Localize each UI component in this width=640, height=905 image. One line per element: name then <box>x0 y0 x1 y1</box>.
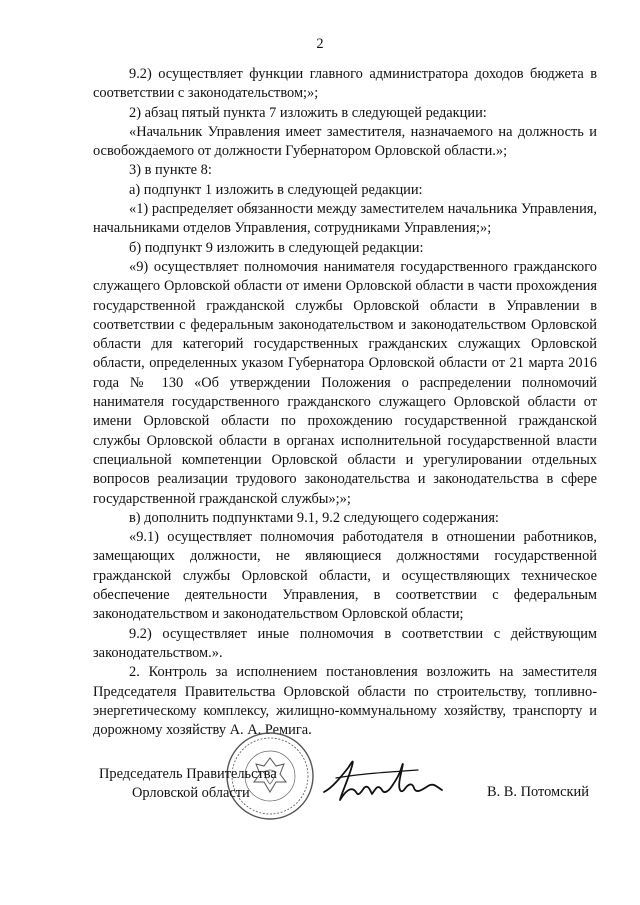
signatory-title-line1: Председатель Правительства <box>99 766 277 782</box>
paragraph-sub-9: «9) осуществляет полномочия нанимателя государственного гражданского служащего Орловской области от имени Орловской области в части прохождения государственной гражданской службы Орловской области в Управлении в соответствии с федеральным законодательством и законодательством Орловской области для категорий государственных гражданских служащих Орловской области, определенных указом Губернатора Орловской области от 21 марта 2016 года № 130 «Об утверждении Положения о распределении полномочий нанимателя государственного гражданского служащего Орловской области от имени Орловской области по прохождению государственной гражданской службы Орловской области в органах исполнительной государственной власти специальной компетенции Орловской области и урегулировании отдельных вопросов реализации трудового законодательства и законодательства в сфере государственной гражданской службы»;»; <box>93 258 597 507</box>
paragraph-9-2-budget: 9.2) осуществляет функции главного администратора доходов бюджета в соответствии с законодательством;»; <box>93 66 597 102</box>
handwritten-signature <box>318 748 446 812</box>
signatory-name: В. В. Потомский <box>487 784 589 800</box>
signatory-title <box>99 765 277 803</box>
paragraph-sub-v: в) дополнить подпунктами 9.1, 9.2 следующего содержания: <box>129 509 499 526</box>
document-body <box>93 65 597 740</box>
paragraph-deputy: «Начальник Управления имеет заместителя, назначаемого на должность и освобождаемого от должности Губернатором Орловской области.»; <box>93 123 597 160</box>
page-number: 2 <box>316 36 324 52</box>
paragraph-item-2: 2) абзац пятый пункта 7 изложить в следующей редакции: <box>129 104 487 121</box>
paragraph-control: 2. Контроль за исполнением постановления возложить на заместителя Председателя Правительства Орловской области по строительству, топливно-энергетическому комплексу, жилищно-коммунальному хозяйству, транспорту и дорожному хозяйству А. А. Ремига. <box>93 664 597 739</box>
paragraph-sub-9-2: 9.2) осуществляет иные полномочия в соответствии с действующим законодательством.». <box>93 625 597 661</box>
paragraph-sub-1: «1) распределяет обязанности между заместителем начальника Управления, начальниками отделов Управления, сотрудниками Управления;»; <box>93 201 597 237</box>
paragraph-sub-9-1: «9.1) осуществляет полномочия работодателя в отношении работников, замещающих должности, не являющиеся должностями государственной гражданской службы Орловской области, и осуществляющих техническое обеспечение деятельности Управления, в соответствии с федеральным законодательством и законодательством Орловской области; <box>93 529 597 623</box>
paragraph-sub-a: а) подпункт 1 изложить в следующей редакции: <box>129 181 423 198</box>
paragraph-item-3: 3) в пункте 8: <box>129 162 212 179</box>
signatory-title-line2: Орловской области <box>132 785 250 801</box>
paragraph-sub-b: б) подпункт 9 изложить в следующей редакции: <box>129 239 424 256</box>
